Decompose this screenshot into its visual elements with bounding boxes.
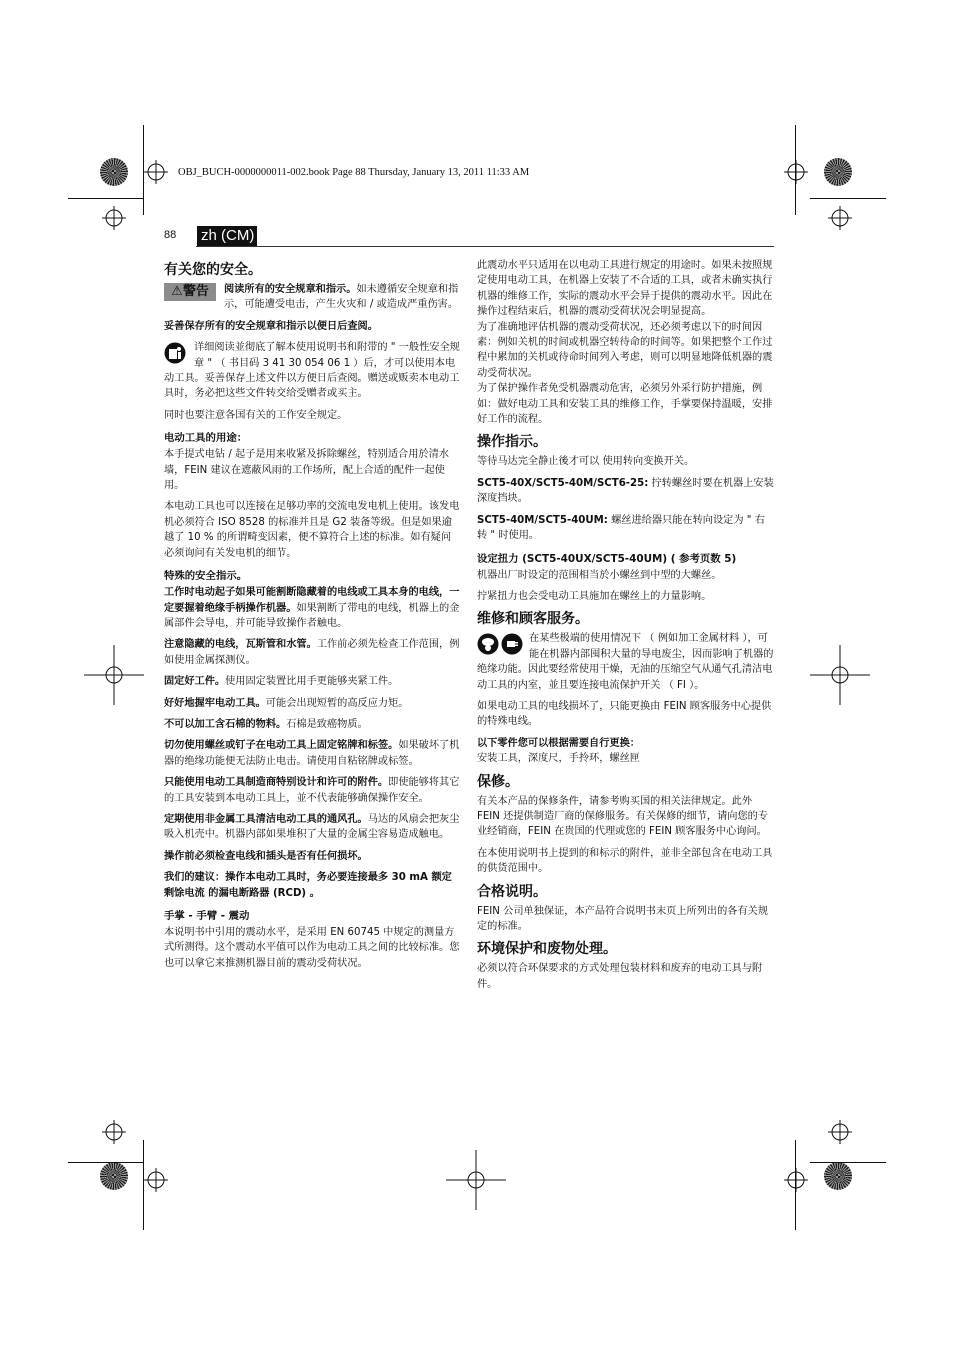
intended-use-title: 电动工具的用途： <box>164 432 248 445</box>
warning-triangle-icon: ⚠ <box>171 284 183 299</box>
special-safety-10: 我们的建议：操作本电动工具时，务必要连接最多 30 mA 额定剩馀电流 的漏电断路器 (RCD) 。 <box>164 872 452 899</box>
vibration-cont-3: 为了保护操作者免受机器震动危害，必须另外采行防护措施，例如：做好电动工具和安装工具的维修工作，手掌要保持温暖，安排好工作的流程。 <box>477 383 773 426</box>
special-safety-3: 固定好工件。使用固定装置比用手更能够夹紧工件。 <box>164 676 399 688</box>
warranty-p1: 有关本产品的保修条件，请参考购买国的相关法律规定。此外 FEIN 还提供制造厂商的保修服务。有关保修的细节，请向您的专业经销商，FEIN 在贵国的代理或您的 FEIN 顾客服务中心询问。 <box>477 795 769 838</box>
conformity-title: 合格说明。 <box>477 883 547 900</box>
left-column <box>164 258 460 977</box>
operating-p2: SCT5-40X/SCT5-40M/SCT6-25: 拧转螺丝时要在机器上安装深度挡块。 <box>477 477 774 505</box>
read-manual-icon <box>164 342 186 369</box>
operating-title: 操作指示。 <box>477 434 547 451</box>
intended-use-p2: 本电动工具也可以连接在足够功率的交流电发电机上使用。该发电机必须符合 ISO 8528 的标准并且是 G2 装备等级。但是如果逾越了 10 % 的所谓畸变因素，便不算符合上述的标准。如有疑问必须询问有关发电机的细节。 <box>164 501 460 559</box>
special-safety-4: 好好地握牢电动工具。可能会出现短暂的高反应力矩。 <box>164 697 409 709</box>
operating-p3: SCT5-40M/SCT5-40UM: 螺丝进给器只能在转向设定为 " 右转 " 时使用。 <box>477 514 765 542</box>
vibration-paragraph: 本说明书中引用的震动水平，是采用 EN 60745 中规定的测量方式所测得。这个震动水平值可以作为电动工具之间的比较标准。您也可以拿它来推测机器目前的震动受荷状况。 <box>164 927 460 969</box>
keep-instructions-note: 妥善保存所有的安全规章和指示以便日后查阅。 <box>164 320 378 332</box>
parts-list: 安装工具，深度尺，手拎环，螺丝匣 <box>477 753 640 765</box>
book-file-line: OBJ_BUCH-0000000011-002.book Page 88 Thursday, January 13, 2011 11:33 AM <box>178 167 530 178</box>
special-safety-6: 切勿使用螺丝或钉子在电动工具上固定铭牌和标签。如果破坏了机器的绝缘功能便无法防止电击。请使用自粘铭牌或标签。 <box>164 740 460 767</box>
vibration-title: 手掌 - 手臂 - 震动 <box>164 910 250 922</box>
environment-title: 环境保护和废物处理。 <box>477 941 617 958</box>
warranty-title: 保修。 <box>477 773 519 790</box>
vibration-cont-1: 此震动水平只适用在以电动工具进行规定的用途时。如果未按照规定使用电动工具，在机器上安装了不合适的工具，或者未确实执行机器的维修工作，实际的震动水平会异于提供的震动水平。因此在操作过程结束后，机器的震动受荷状况会明显提高。 <box>477 260 773 318</box>
torque-p1: 机器出厂时设定的范围相当於小螺丝到中型的大螺丝。 <box>477 569 722 581</box>
safety-goggles-icon <box>477 633 499 655</box>
environment-paragraph: 必须以符合环保要求的方式处理包装材料和废弃的电动工具与附件。 <box>477 963 763 990</box>
header-rule <box>196 246 774 247</box>
right-column <box>477 258 774 998</box>
warning-badge <box>164 283 216 301</box>
conformity-paragraph: FEIN 公司单独保证，本产品符合说明书末页上所列出的各有关规定的标准。 <box>477 905 769 932</box>
special-safety-1: 工作时电动起子如果可能割断隐藏着的电线或工具本身的电线，一定要握着绝缘手柄操作机器。如果割断了带电的电线，机器上的金属部件会导电，并可能导致操作者触电。 <box>164 587 460 629</box>
special-safety-2: 注意隐藏的电线，瓦斯管和水管。工作前必须先检查工作范围，例如使用金属探测仪。 <box>164 639 460 666</box>
operating-p1: 等待马达完全静止後才可以 使用转向变换开关。 <box>477 456 695 468</box>
maintenance-p1: 在某些极端的使用情况下 （ 例如加工金属材料 ），可能在机器内部囤积大量的导电废尘，因而影响了机器的绝缘功能。因此要经常使用干燥，无油的压缩空气从通气孔清洁电动工具的内室，並且要连接电流保护开关 （ FI ）。 <box>477 633 774 691</box>
warning-paragraph: ⚠警告 阅读所有的安全规章和指示。如未遵循安全规章和指示，可能遭受电击，产生火灾和 / 或造成严重伤害。 <box>164 282 460 313</box>
vibration-cont-2: 为了准确地评估机器的震动受荷状况，还必须考虑以下的时间因素：例如关机的时间或机器空转待命的时间等。如果把整个工作过程中累加的关机或待命时间列入考虑，则可以明显地降低机器的震动受荷状况。 <box>477 321 773 379</box>
special-safety-9: 操作前必须检查电线和插头是否有任何损坏。 <box>164 850 368 862</box>
maintenance-icons <box>477 633 523 655</box>
intended-use-p1: 本手提式电钻 / 起子是用来收紧及拆除螺丝，特别适合用於清水墙，FEIN 建议在遮蔽风雨的工作场所，配上合适的配件一起使用。 <box>164 449 449 492</box>
torque-title: 设定扭力 (SCT5-40UX/SCT5-40UM) ( 参考页数 5) <box>477 552 737 565</box>
power-plug-icon <box>501 633 523 655</box>
special-safety-title: 特殊的安全指示。 <box>164 570 248 583</box>
special-safety-7: 只能使用电动工具制造商特别设计和许可的附件。即使能够将其它的工具安装到本电动工具上，並不代表能够确保操作安全。 <box>164 777 460 804</box>
language-tag: zh (CM) <box>197 226 257 246</box>
special-safety-8: 定期使用非金属工具清洁电动工具的通风孔。马达的风扇会把灰尘吸入机壳中。机器内部如果堆积了大量的金属尘容易造成触电。 <box>164 813 460 841</box>
maintenance-title: 维修和顾客服务。 <box>477 611 589 628</box>
warning-label: 警告 <box>182 284 209 299</box>
national-rules: 同时也要注意各国有关的工作安全规定。 <box>164 409 348 421</box>
parts-title: 以下零件您可以根据需要自行更换： <box>477 737 640 749</box>
page-number: 88 <box>164 229 177 241</box>
torque-p2: 拧紧扭力也会受电动工具施加在螺丝上的力量影响。 <box>477 590 712 602</box>
maintenance-p2: 如果电动工具的电线损坏了，只能更换由 FEIN 顾客服务中心提供的特殊电线。 <box>477 700 772 728</box>
manual-paragraph: 详细阅读並彻底了解本使用说明书和附带的 " 一般性安全规章 " （ 书目码 3 41 30 054 06 1 ）后，才可以使用本电动工具。妥善保存上述文件以方便日后查阅。赠送或贩卖本电动工具时，务必把这些文件转交给受赠者或买主。 <box>164 342 460 400</box>
special-safety-5: 不可以加工含石棉的物料。石棉是致癌物质。 <box>164 718 368 730</box>
warranty-p2: 在本使用说明书上提到的和标示的附件，並非全部包含在电动工具的供货范围中。 <box>477 847 773 875</box>
safety-title: 有关您的安全。 <box>164 262 262 278</box>
